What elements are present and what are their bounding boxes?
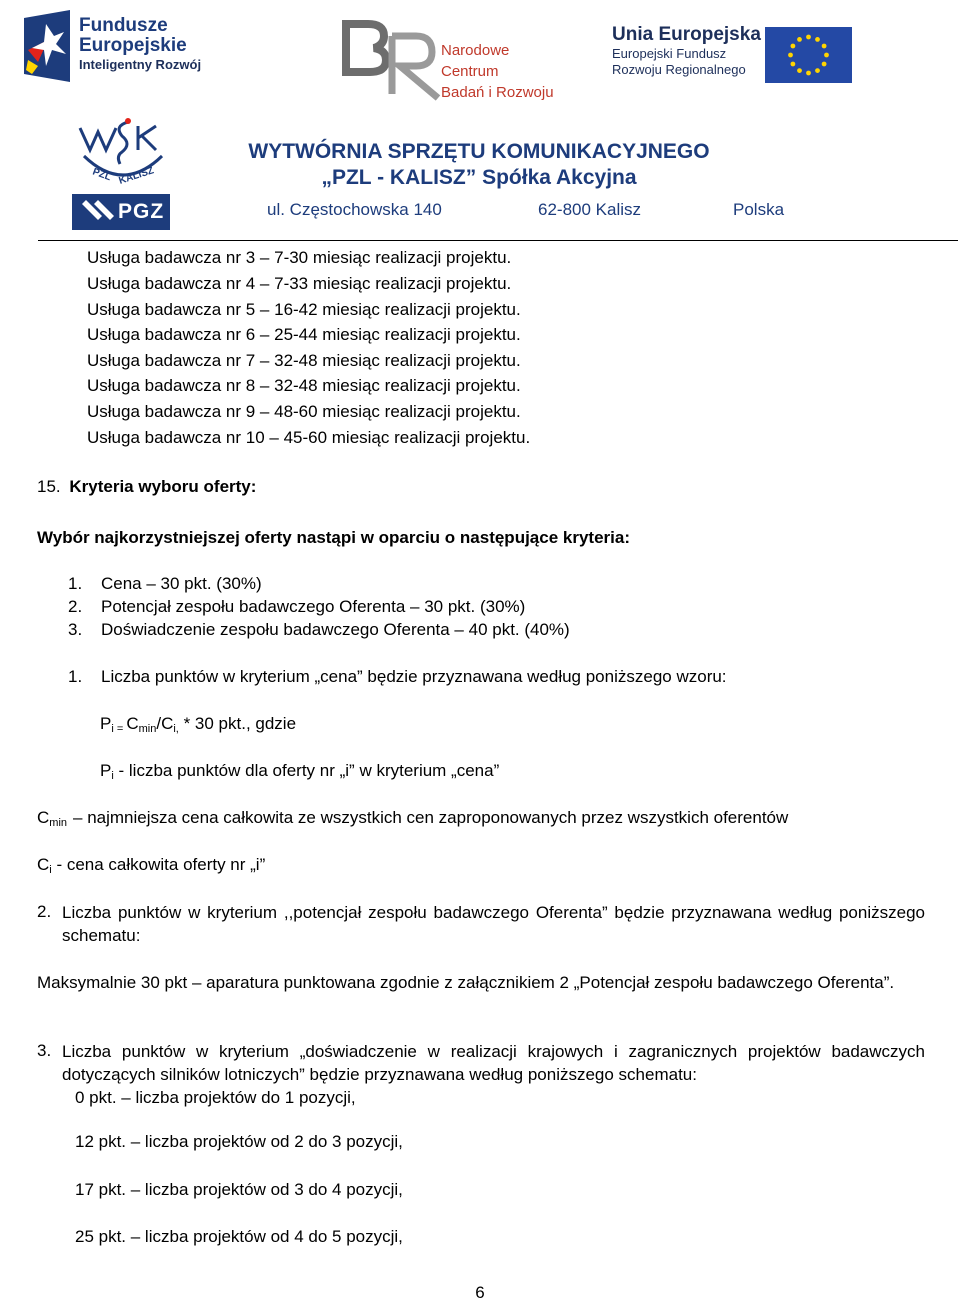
- item-2-num: 2.: [37, 902, 52, 921]
- experience-points: 12 pkt. – liczba projektów od 2 do 3 pozycji,: [75, 1132, 403, 1151]
- ncbr-logo: [340, 14, 560, 102]
- service-line: Usługa badawcza nr 6 – 25-44 miesiąc realizacji projektu.: [87, 325, 521, 344]
- page-number: 6: [475, 1283, 485, 1302]
- formula-item-text: Liczba punktów w kryterium „cena” będzie przyznawana według poniższego wzoru:: [101, 667, 727, 686]
- pi-p: P: [100, 761, 112, 780]
- fundusze-europejskie-logo: [24, 8, 214, 84]
- experience-points: 25 pkt. – liczba projektów od 4 do 5 pozycji,: [75, 1227, 403, 1246]
- criteria-text: Potencjał zespołu badawczego Oferenta – 30 pkt. (30%): [101, 597, 526, 616]
- cmin-definition: [37, 807, 788, 834]
- section-15-heading: [37, 476, 256, 497]
- company-name: [234, 139, 724, 191]
- formula-tail: * 30 pkt., gdzie: [178, 714, 297, 733]
- cmin-def: – najmniejsza cena całkowita ze wszystkich cen zaproponowanych przez wszystkich oferentów: [73, 808, 789, 827]
- experience-points: 17 pkt. – liczba projektów od 3 do 4 pozycji,: [75, 1180, 403, 1199]
- company-country: Polska: [733, 200, 785, 219]
- eu-flag-icon: [765, 27, 852, 83]
- ue-line3: Rozwoju Regionalnego: [612, 62, 746, 77]
- formula-sub-min: min: [138, 723, 157, 735]
- formula-sub-i: i =: [111, 723, 127, 735]
- fundusze-line1: Fundusze: [79, 15, 168, 36]
- pgz-text: PGZ: [118, 200, 165, 223]
- ci-def: - cena całkowita oferty nr „i”: [51, 855, 266, 874]
- company-street: ul. Częstochowska 140: [267, 200, 442, 219]
- pgz-wing-icon: [78, 194, 122, 230]
- company-name-line2: „PZL - KALISZ” Spółka Akcyjna: [321, 166, 637, 189]
- wsk-emblem-icon: [76, 116, 170, 190]
- pgz-logo: [72, 194, 170, 230]
- criteria-num: 3.: [68, 620, 83, 639]
- criteria-text: Cena – 30 pkt. (30%): [101, 574, 262, 593]
- service-line: Usługa badawcza nr 5 – 16-42 miesiąc realizacji projektu.: [87, 300, 521, 319]
- wsk-logo: [76, 116, 170, 190]
- fundusze-star-icon: [24, 10, 70, 82]
- service-line: Usługa badawcza nr 3 – 7-30 miesiąc realizacji projektu.: [87, 248, 512, 267]
- price-formula: [100, 713, 296, 740]
- criteria-num: 2.: [68, 597, 83, 616]
- ue-line2: Europejski Fundusz: [612, 46, 727, 61]
- service-line: Usługa badawcza nr 8 – 32-48 miesiąc realizacji projektu.: [87, 376, 521, 395]
- ci-c: C: [37, 855, 50, 874]
- header-divider: [38, 240, 958, 241]
- service-line: Usługa badawcza nr 9 – 48-60 miesiąc realizacji projektu.: [87, 402, 521, 421]
- service-line: Usługa badawcza nr 7 – 32-48 miesiąc realizacji projektu.: [87, 351, 521, 370]
- item-3-num: 3.: [37, 1041, 52, 1060]
- cmin-c: C: [37, 808, 50, 827]
- section-15-title: Kryteria wyboru oferty:: [69, 477, 257, 496]
- formula-slash-c: /C: [156, 714, 174, 733]
- formula-sub-i-comma: i,: [173, 723, 179, 735]
- criteria-intro: Wybór najkorzystniejszej oferty nastąpi w oparciu o następujące kryteria:: [37, 528, 630, 547]
- ci-sub: i: [49, 864, 52, 876]
- unia-europejska-logo: [612, 24, 852, 86]
- ue-line1: Unia Europejska: [612, 24, 761, 45]
- ci-definition: [37, 854, 265, 881]
- ncbr-line1: Narodowe Centrum: [441, 42, 510, 80]
- pi-sub: i: [111, 770, 114, 782]
- formula-item-num: 1.: [68, 667, 83, 686]
- criteria-text: Doświadczenie zespołu badawczego Oferenta – 40 pkt. (40%): [101, 620, 570, 639]
- pi-definition: [100, 760, 499, 787]
- service-line: Usługa badawcza nr 4 – 7-33 miesiąc realizacji projektu.: [87, 274, 512, 293]
- svg-text:PZL: PZL: [90, 166, 113, 184]
- company-city: 62-800 Kalisz: [538, 200, 642, 219]
- experience-points: 0 pkt. – liczba projektów do 1 pozycji,: [75, 1088, 356, 1107]
- ncbr-line2: Badań i Rozwoju: [441, 84, 554, 101]
- pi-def: - liczba punktów dla oferty nr „i” w kryterium „cena”: [113, 761, 500, 780]
- ncbr-br-icon: [340, 14, 450, 102]
- criteria-num: 1.: [68, 574, 83, 593]
- svg-text:KALISZ: KALISZ: [117, 165, 156, 187]
- service-line: Usługa badawcza nr 10 – 45-60 miesiąc realizacji projektu.: [87, 428, 531, 447]
- item-2-text: Liczba punktów w kryterium ,,potencjał zespołu badawczego Oferenta” będzie przyznawana według poniższego schematu:: [62, 903, 925, 945]
- formula-p: P: [100, 714, 112, 733]
- fundusze-line3: Inteligentny Rozwój: [79, 57, 202, 72]
- fundusze-line2: Europejskie: [79, 35, 187, 56]
- item-2-max: Maksymalnie 30 pkt – aparatura punktowana zgodnie z załącznikiem 2 „Potencjał zespołu badawczego Oferenta”.: [37, 973, 895, 992]
- section-15-number: 15.: [37, 477, 61, 496]
- cmin-sub: min: [49, 817, 68, 829]
- company-name-line1: WYTWÓRNIA SPRZĘTU KOMUNIKACYJNEGO: [248, 140, 710, 163]
- item-3-text: Liczba punktów w kryterium „doświadczenie w realizacji krajowych i zagranicznych projektów badawczych dotyczących silników lotniczych” będzie przyznawana według poniższego schematu:: [62, 1042, 925, 1084]
- formula-c: C: [126, 714, 139, 733]
